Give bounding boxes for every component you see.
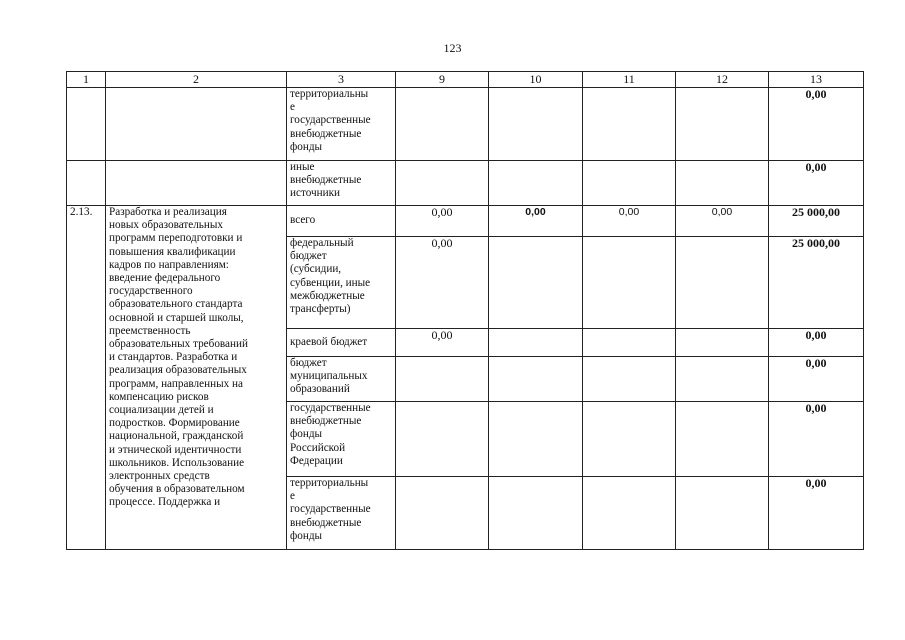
header-col-10: 10	[489, 72, 583, 88]
value-cell-10	[489, 477, 583, 550]
value-cell-9	[396, 477, 489, 550]
value-cell-11	[583, 357, 676, 402]
source-cell: территориальны е государственные внебюджетные фонды	[287, 88, 396, 161]
header-col-1: 1	[67, 72, 106, 88]
value-cell-12	[676, 402, 769, 477]
value-cell-12	[676, 357, 769, 402]
value-cell-9: 0,00	[396, 329, 489, 357]
value-cell-10	[489, 357, 583, 402]
total-cell: 0,00	[769, 88, 864, 161]
source-cell: иные внебюджетные источники	[287, 161, 396, 206]
total-cell: 0,00	[769, 477, 864, 550]
source-cell: федеральный бюджет (субсидии, субвенции, иные межбюджетные трансферты)	[287, 237, 396, 329]
total-cell: 25 000,00	[769, 237, 864, 329]
value-cell-12	[676, 161, 769, 206]
value-cell-11	[583, 161, 676, 206]
header-col-2: 2	[106, 72, 287, 88]
description-cell	[106, 161, 287, 206]
value-cell-11	[583, 237, 676, 329]
total-cell: 25 000,00	[769, 206, 864, 237]
item-index: 2.13.	[67, 206, 106, 550]
value-cell-12	[676, 477, 769, 550]
source-cell: бюджет муниципальных образований	[287, 357, 396, 402]
value-cell-10	[489, 161, 583, 206]
value-cell-9	[396, 88, 489, 161]
source-cell: краевой бюджет	[287, 329, 396, 357]
value-cell-9	[396, 402, 489, 477]
index-cell	[67, 88, 106, 161]
source-cell: всего	[287, 206, 396, 237]
index-cell	[67, 161, 106, 206]
source-cell: территориальны е государственные внебюджетные фонды	[287, 477, 396, 550]
value-cell-9	[396, 357, 489, 402]
value-cell-12	[676, 88, 769, 161]
header-col-11: 11	[583, 72, 676, 88]
value-cell-11	[583, 477, 676, 550]
total-cell: 0,00	[769, 357, 864, 402]
value-cell-9: 0,00	[396, 206, 489, 237]
value-cell-9: 0,00	[396, 237, 489, 329]
value-cell-10	[489, 329, 583, 357]
value-cell-12	[676, 329, 769, 357]
header-row	[67, 72, 864, 88]
header-col-9: 9	[396, 72, 489, 88]
value-cell-10	[489, 237, 583, 329]
total-cell: 0,00	[769, 161, 864, 206]
value-cell-11	[583, 329, 676, 357]
value-cell-12	[676, 237, 769, 329]
budget-table	[66, 71, 864, 550]
header-col-13: 13	[769, 72, 864, 88]
page-number: 123	[443, 41, 462, 55]
table-row	[67, 206, 864, 237]
value-cell-12: 0,00	[676, 206, 769, 237]
source-cell: государственные внебюджетные фонды Российской Федерации	[287, 402, 396, 477]
description-cell	[106, 88, 287, 161]
value-cell-9	[396, 161, 489, 206]
value-cell-11: 0,00	[583, 206, 676, 237]
value-cell-10	[489, 88, 583, 161]
item-description: Разработка и реализация новых образовательных программ переподготовки и повышения квалификации кадров по направлениям: введение федерального государственного образовательного стандарта основной и старшей школы, преемственность образовательных требований и стандартов. Разработка и реализация образовательных программ, направленных на компенсацию рисков социализации детей и подростков. Формирование национальной, гражданской и этнической идентичности школьников. Использование электронных средств обучения в образовательном процессе. Поддержка и	[106, 206, 287, 550]
value-cell-10: 0,00	[489, 206, 583, 237]
table-row	[67, 161, 864, 206]
table-row	[67, 88, 864, 161]
value-cell-10	[489, 402, 583, 477]
total-cell: 0,00	[769, 329, 864, 357]
total-cell: 0,00	[769, 402, 864, 477]
header-col-3: 3	[287, 72, 396, 88]
value-cell-11	[583, 88, 676, 161]
header-col-12: 12	[676, 72, 769, 88]
value-cell-11	[583, 402, 676, 477]
